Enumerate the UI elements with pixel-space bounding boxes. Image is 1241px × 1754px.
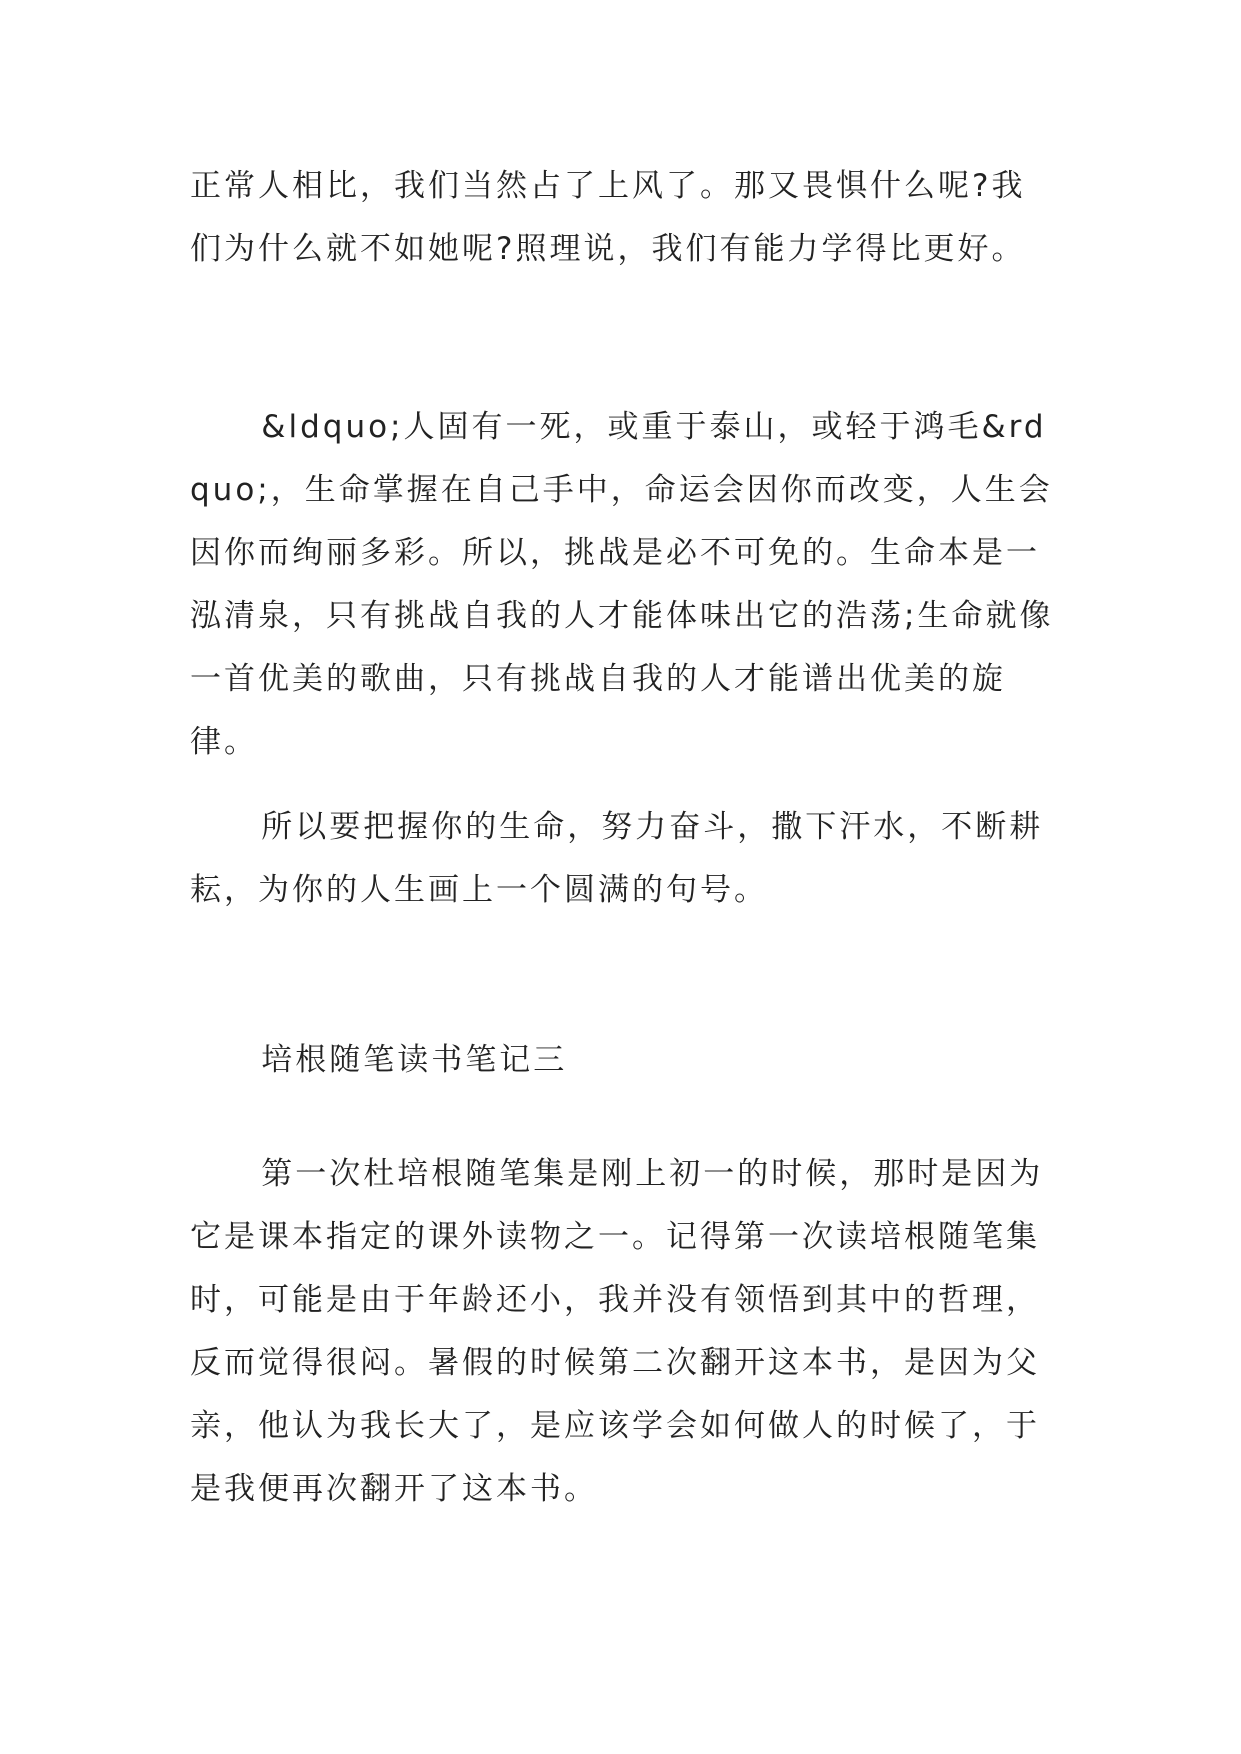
section-heading: 培根随笔读书笔记三 [261,1042,568,1078]
paragraph-conclusion: 所以要把握你的生命，努力奋斗，撒下汗水，不断耕耘，为你的人生画上一个圆满的句号。 [190,809,1044,908]
paragraph-quote: &ldquo;人固有一死，或重于泰山，或轻于鸿毛&rdquo;，生命掌握在自己手中，命运会因你而改变，人生会因你而绚丽多彩。所以，挑战是必不可免的。生命本是一泓清泉，只有挑战自我的人才能体味出它的浩荡;生命就像一首优美的歌曲，只有挑战自我的人才能谱出优美的旋律。 [190,409,1054,760]
paragraph-continuation: 正常人相比，我们当然占了上风了。那又畏惧什么呢?我们为什么就不如她呢?照理说，我们有能力学得比更好。 [190,168,1026,267]
paragraph-reading-note: 第一次杜培根随笔集是刚上初一的时候，那时是因为它是课本指定的课外读物之一。记得第一次读培根随笔集时，可能是由于年龄还小，我并没有领悟到其中的哲理，反而觉得很闷。暑假的时候第二次翻开这本书，是因为父亲，他认为我长大了，是应该学会如何做人的时候了，于是我便再次翻开了这本书。 [190,1156,1044,1507]
